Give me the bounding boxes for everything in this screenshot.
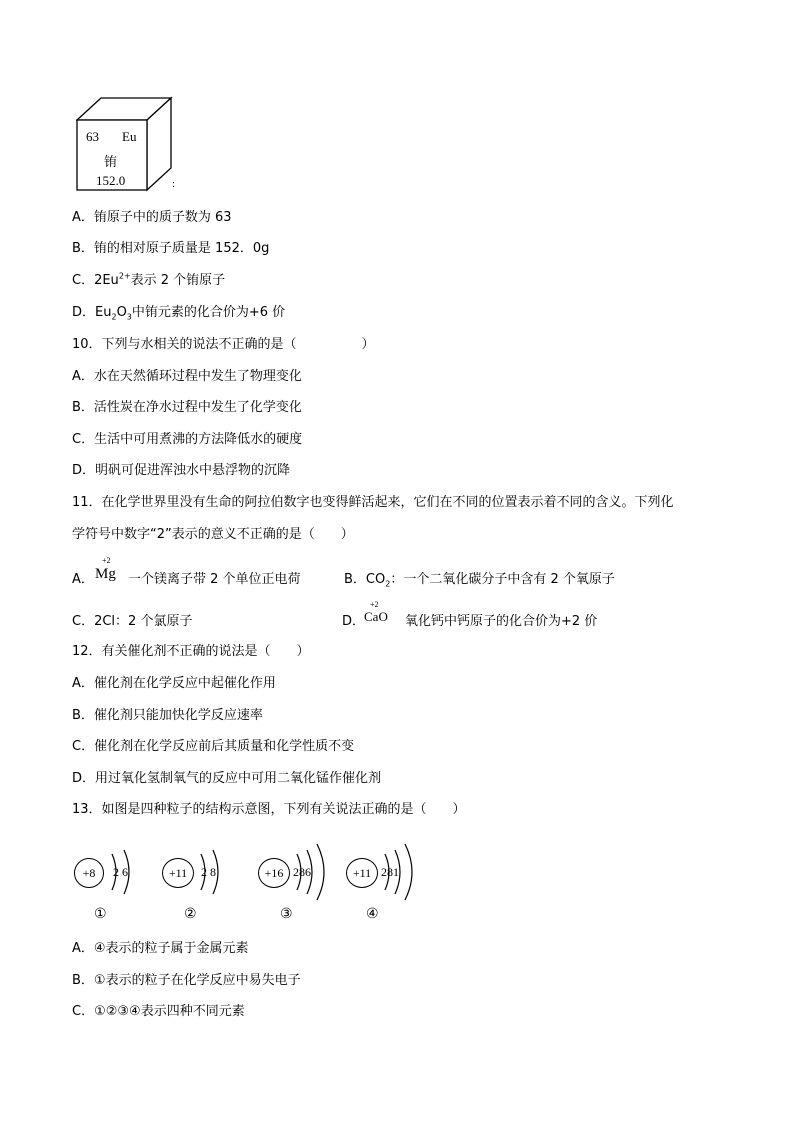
q12-option-a: A．催化剂在化学反应中起催化作用 bbox=[72, 676, 276, 691]
element-name: 铕 bbox=[104, 154, 118, 169]
q9-option-d-sub2: 3 bbox=[126, 312, 132, 322]
element-card-figure bbox=[76, 96, 186, 196]
q11-option-d-text: 氧化钙中钙原子的化合价为+2 价 bbox=[405, 614, 598, 629]
q11-option-b-suffix: ：一个二氧化碳分子中含有 2 个氧原子 bbox=[390, 572, 615, 587]
atom-4-label: ④ bbox=[366, 907, 379, 922]
atom-3-nucleus: +16 bbox=[258, 858, 290, 888]
q11-stem-line1: 11．在化学世界里没有生命的阿拉伯数字也变得鲜活起来，它们在不同的位置表示着不同的含义。下列化 bbox=[72, 495, 674, 510]
q9-option-b: B．铕的相对原子质量是 152．0g bbox=[72, 241, 270, 256]
q13-option-a: A．④表示的粒子属于金属元素 bbox=[72, 941, 249, 956]
q10-option-d: D．明矾可促进浑浊水中悬浮物的沉降 bbox=[72, 463, 291, 478]
q12-option-b: B．催化剂只能加快化学反应速率 bbox=[72, 708, 263, 723]
q13-option-b: B．①表示的粒子在化学反应中易失电子 bbox=[72, 973, 301, 988]
q10-stem: 10．下列与水相关的说法不正确的是（ ） bbox=[72, 337, 375, 352]
q11-option-a-label: A． bbox=[72, 572, 94, 587]
q12-option-d: D．用过氧化氢制氧气的反应中可用二氧化锰作催化剂 bbox=[72, 771, 382, 786]
element-symbol: Eu bbox=[122, 129, 137, 144]
q11-option-c: C．2Cl：2 个氯原子 bbox=[72, 614, 193, 629]
atom-3-electrons: 286 bbox=[293, 865, 311, 879]
atom-1-nucleus: +8 bbox=[74, 858, 104, 888]
q11-option-b bbox=[344, 572, 615, 588]
q9-option-c bbox=[72, 273, 225, 289]
q9-option-c-suffix: 表示 2 个铕原子 bbox=[130, 273, 226, 288]
q11-option-d-label: D． bbox=[342, 614, 366, 629]
q11-stem-line2: 学符号中数字“2”表示的意义不正确的是（ ） bbox=[72, 527, 354, 542]
element-mass: 152.0 bbox=[96, 173, 126, 188]
q11-option-a-text: 一个镁离子带 2 个单位正电荷 bbox=[128, 572, 301, 587]
q13-stem: 13．如图是四种粒子的结构示意图，下列有关说法正确的是（ ） bbox=[72, 802, 466, 817]
q11-option-b-prefix: B．CO bbox=[344, 572, 386, 587]
q9-option-d-mid: O bbox=[116, 305, 127, 320]
element-card-cube bbox=[76, 96, 186, 196]
element-number: 63 bbox=[86, 129, 99, 144]
q10-option-b: B．活性炭在净水过程中发生了化学变化 bbox=[72, 400, 302, 415]
atom-2-electrons: 2 8 bbox=[201, 865, 216, 879]
atom-2-label: ② bbox=[184, 907, 197, 922]
q11-option-d-symbol: CaO bbox=[364, 609, 388, 624]
q9-option-a: A．铕原子中的质子数为 63 bbox=[72, 210, 232, 225]
atom-2-nucleus: +11 bbox=[162, 858, 194, 888]
q9-option-c-prefix: C．2Eu bbox=[72, 273, 119, 288]
q10-option-c: C．生活中可用煮沸的方法降低水的硬度 bbox=[72, 432, 303, 447]
q11-option-a-symbol: Mg bbox=[95, 566, 116, 582]
element-card-suffix: : bbox=[172, 178, 176, 190]
q13-option-c: C．①②③④表示四种不同元素 bbox=[72, 1004, 245, 1019]
q10-option-a: A．水在天然循环过程中发生了物理变化 bbox=[72, 369, 302, 384]
atom-3-label: ③ bbox=[280, 907, 293, 922]
q9-option-d-sub1: 2 bbox=[111, 312, 117, 322]
q9-option-c-charge: 2+ bbox=[118, 271, 131, 281]
atom-4-electrons: 281 bbox=[381, 865, 399, 879]
atom-4-nucleus: +11 bbox=[346, 858, 378, 888]
atom-1-electrons: 2 6 bbox=[113, 865, 128, 879]
atom-1-label: ① bbox=[94, 907, 107, 922]
q12-stem: 12．有关催化剂不正确的说法是（ ） bbox=[72, 644, 310, 659]
q11-option-b-sub: 2 bbox=[385, 579, 391, 589]
q11-option-d-valence: +2 bbox=[370, 600, 379, 609]
q9-option-d-prefix: D．Eu bbox=[72, 305, 112, 320]
q12-option-c: C．催化剂在化学反应前后其质量和化学性质不变 bbox=[72, 739, 355, 754]
q11-option-a-valence: +2 bbox=[102, 556, 111, 565]
q9-option-d-suffix: 中铕元素的化合价为+6 价 bbox=[131, 305, 286, 320]
q9-option-d bbox=[72, 305, 285, 321]
